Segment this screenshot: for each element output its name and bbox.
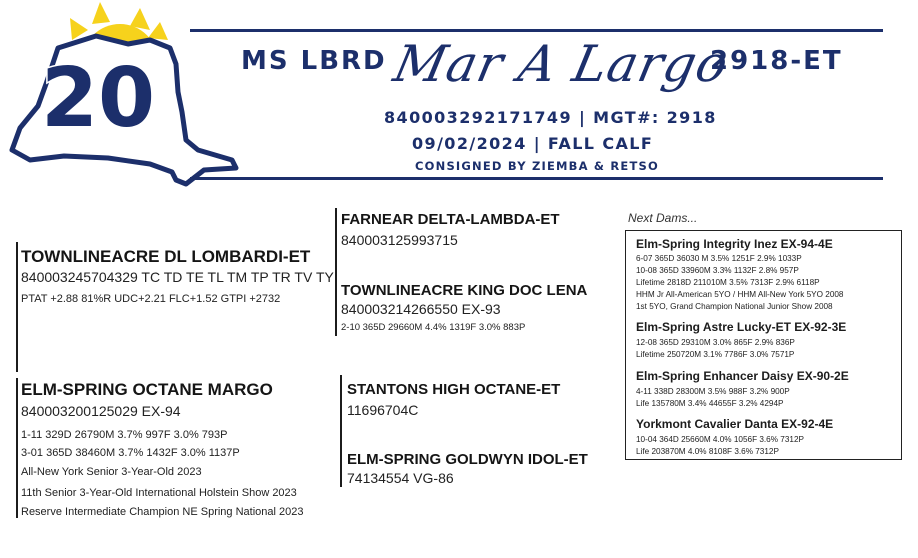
next-dam-record: Lifetime 250720M 3.1% 7786F 3.0% 7571P: [636, 350, 795, 359]
birthdate-class: 09/02/2024 | FALL CALF: [412, 134, 654, 153]
dam-record: 3-01 365D 38460M 3.7% 1432F 3.0% 1137P: [21, 447, 240, 459]
sire-dam-line-2: 2-10 365D 29660M 4.4% 1319F 3.0% 883P: [341, 322, 526, 333]
next-dam-record: 1st 5YO, Grand Champion National Junior Show 2008: [636, 302, 833, 311]
dam-name: ELM-SPRING OCTANE MARGO: [21, 380, 273, 399]
dam-record: 1-11 329D 26790M 3.7% 997F 3.0% 793P: [21, 429, 228, 441]
next-dam-record: HHM Jr All-American 5YO / HHM All-New York 5YO 2008: [636, 290, 844, 299]
sire-parents-bracket: [335, 208, 337, 336]
dam-sire-name: STANTONS HIGH OCTANE-ET: [347, 381, 561, 398]
dam-bracket: [16, 378, 18, 518]
next-dam-record: Life 135780M 3.4% 44655F 3.2% 4294P: [636, 399, 784, 408]
animal-prefix: MS LBRD: [241, 46, 387, 76]
dam-parents-bracket: [340, 375, 342, 487]
sire-bracket: [16, 242, 18, 372]
dam-record: All-New York Senior 3-Year-Old 2023: [21, 466, 202, 478]
animal-id-line: 840003292171749 | MGT#: 2918: [384, 108, 717, 127]
next-dam-record: Life 203870M 4.0% 8108F 3.6% 7312P: [636, 447, 779, 456]
next-dams-box: [625, 230, 902, 460]
dam-dam-name: ELM-SPRING GOLDWYN IDOL-ET: [347, 451, 588, 468]
lot-number: 20: [40, 51, 156, 146]
sire-dam-line-1: 840003214266550 EX-93: [341, 301, 501, 317]
header-bottom-rule: [190, 177, 883, 180]
header-top-rule: [190, 29, 883, 32]
sire-line-2: PTAT +2.88 81%R UDC+2.21 FLC+1.52 GTPI +2732: [21, 293, 281, 305]
dam-record: Reserve Intermediate Champion NE Spring National 2023: [21, 506, 304, 518]
next-dam-record: 12-08 365D 29310M 3.0% 865F 2.9% 836P: [636, 338, 795, 347]
next-dams-label: Next Dams...: [628, 211, 698, 225]
dam-sire-line-1: 11696704C: [347, 402, 419, 418]
next-dam-name: Elm-Spring Enhancer Daisy EX-90-2E: [636, 369, 849, 383]
next-dam-record: 4-11 338D 28300M 3.5% 988F 3.2% 900P: [636, 387, 790, 396]
consignor-line: CONSIGNED BY ZIEMBA & RETSO: [415, 159, 659, 173]
next-dam-name: Elm-Spring Integrity Inez EX-94-4E: [636, 237, 833, 251]
sire-dam-name: TOWNLINEACRE KING DOC LENA: [341, 282, 588, 299]
next-dam-record: 10-04 364D 25660M 4.0% 1056F 3.6% 7312P: [636, 435, 804, 444]
animal-suffix: 2918-ET: [710, 46, 843, 76]
sire-line-1: 840003245704329 TC TD TE TL TM TP TR TV TY: [21, 269, 334, 285]
sire-name: TOWNLINEACRE DL LOMBARDI-ET: [21, 247, 311, 266]
next-dam-name: Elm-Spring Astre Lucky-ET EX-92-3E: [636, 320, 847, 334]
next-dam-record: Lifetime 2818D 211010M 3.5% 7313F 2.9% 6118P: [636, 278, 820, 287]
next-dam-record: 6-07 365D 36030 M 3.5% 1251F 2.9% 1033P: [636, 254, 802, 263]
next-dam-record: 10-08 365D 33960M 3.3% 1132F 2.8% 957P: [636, 266, 799, 275]
next-dam-name: Yorkmont Cavalier Danta EX-92-4E: [636, 417, 834, 431]
sire-sire-name: FARNEAR DELTA-LAMBDA-ET: [341, 211, 560, 228]
animal-name-script: Mar A Largo: [388, 35, 734, 93]
dam-record: 11th Senior 3-Year-Old International Holstein Show 2023: [21, 487, 297, 499]
sire-sire-line-1: 840003125993715: [341, 232, 458, 248]
dam-id-line: 840003200125029 EX-94: [21, 403, 181, 419]
dam-dam-line-1: 74134554 VG-86: [347, 470, 454, 486]
